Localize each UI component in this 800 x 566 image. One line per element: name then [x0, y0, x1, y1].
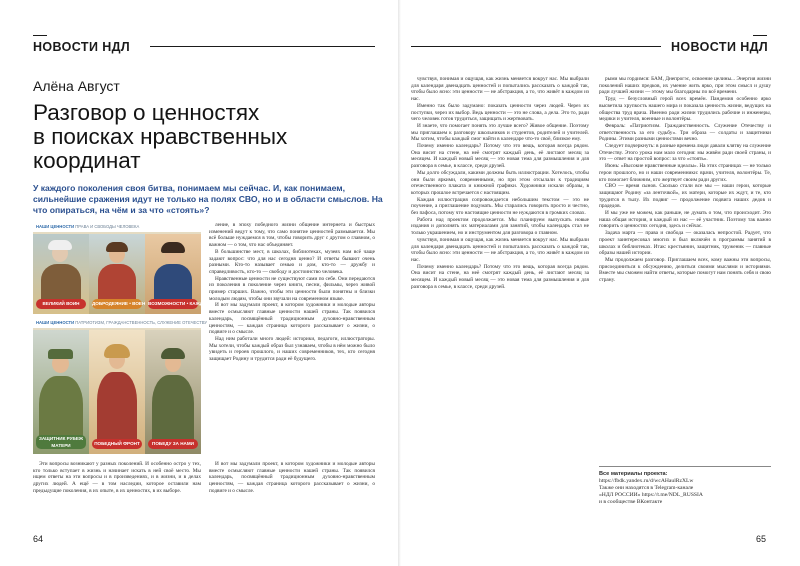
sources-box [599, 471, 771, 506]
portrait-body [98, 264, 136, 304]
article-author: Алёна Август [33, 78, 120, 94]
portrait-hair [104, 344, 130, 358]
calendar-illustration-2 [33, 318, 208, 454]
paragraph: чувствуя, понимая и ощущая, как жизнь меняется вокруг нас. Мы выбрали для календаря двенадцать ценностей и попытались рассказать о каждой так, чтобы было ясно: эти ценности — не абстракция, а то, что живёт в каждом из нас. [411, 76, 589, 103]
header-rule-right [753, 35, 767, 36]
paragraph: ление, в эпоху победного жизни общение интернета и быстрых изменений ведут к тому, что само понятие ценностей размывается. Мы всё больше нуждаемся в том, чтобы говорить друг с другом о главном, о важном — о том, что нас объединяет. [209, 222, 375, 249]
illustration-panel [33, 234, 89, 314]
text-column-left-mid [209, 222, 375, 458]
source-line: и в сообществе ВКонтакте [599, 499, 663, 505]
paragraph: Следует подчеркнуть: в разные времена люди давали клятву на служение Отечеству. Этого урока нам мало сегодня: мы живём ради своей страны, и это — ответ на простой вопрос: за что «стоять». [599, 143, 771, 163]
panel-label: ПОБЕДУ ЗА НАМИ [148, 439, 198, 449]
portrait-body [41, 264, 81, 304]
paragraph: Задача марта — права и свобода — оказалась непростой. Радует, что проект заинтересовал многих и был включён в программы занятий в школах и библиотеках. Итак: крестьянин, защитник, труженик — главные образы нашей истории. [599, 230, 771, 257]
paragraph: Над ним работали много людей: историки, педагоги, иллюстраторы. Мы хотели, чтобы каждый образ был узнаваем, чтобы в нём можно было увидеть и героев прошлого, и наших современников, тех, кто сегодня защищает Родину и трудится ради её будущего. [209, 335, 375, 363]
paragraph: Июнь: «Высокие нравственные идеалы». На этих страницах — не только герои прошлого, но и наши современники: врачи, учителя, волонтёры. Те, кто помогает ближним, кто жертвует своим ради других. [599, 163, 771, 183]
sources-divider [599, 466, 771, 467]
paragraph: Почему именно календарь? Потому что это вещь, которая всегда рядом. Она висит на стене, на неё смотрят каждый день, её листают месяц за месяцем. И каждый новый месяц — это новая тема для размышления и для разговора в семье, в классе, среди друзей. [411, 263, 589, 290]
portrait-hair [48, 240, 72, 250]
header-rule-left [33, 35, 47, 36]
panel-label: ЗАЩИТНИК РУБЕЖ МАТЕРИ [36, 435, 86, 449]
paragraph: Нравственные ценности не существуют сами по себе. Они передаются из поколения в поколение через книги, песни, фильмы, через живой пример старших. Важно, чтобы эти ценности были понятны и близки молодым людям, чтобы они звучали на современном языке. [209, 275, 375, 302]
paragraph: чувствуя, понимая и ощущая, как жизнь меняется вокруг нас. Мы выбрали для календаря двенадцать ценностей и попытались рассказать о каждой так, чтобы было ясно: эти ценности — не абстракция, а то, что живёт в каждом из нас. [411, 236, 589, 263]
section-title-right: НОВОСТИ НДЛ [671, 40, 769, 54]
article-lead: У каждого поколения своя битва, понимаем мы сейчас. И, как понимаем, сильнейшие сражения идут не только на полях СВО, но и в области смыслов. На что опираться, на чём и за что «стоять»? [33, 183, 383, 215]
paragraph: Мы долго обсуждали, какими должны быть иллюстрации. Хотелось, чтобы они были яркими, современными, но при этом отсылали к традициям отечественного плаката и книжной графики. Художники искали образы, в которых прошлое встречается с настоящим. [411, 169, 589, 196]
title-line: в поисках нравственных [33, 124, 288, 149]
paragraph: Почему именно календарь? Потому что это вещь, которая всегда рядом. Она висит на стене, на неё смотрят каждый день, её листают месяц за месяцем. И каждый новый месяц — это новая тема для размышления и для разговора в семье, в классе, среди друзей. [411, 143, 589, 170]
paragraph: И вот мы задумали проект, в котором художники и молодые авторы вместе осмысляют главные ценности нашей страны. Так появился календарь, посвящённый традиционным духовно-нравственным ценностям, — каждая страница которого рассказывает о жизни, о подвиге и о смысле. [209, 461, 375, 494]
text-column-left-bottom-2 [209, 461, 375, 523]
right-page [401, 0, 800, 566]
article-title [33, 101, 373, 173]
paragraph: СВО — время сынов. Сколько стали все мы — наши герои, которые защищают Родину «за ленточкой», их матери, которые их ждут, и те, кто трудится в тылу. Их подвиг — продолжение подвига наших дедов и прадедов. [599, 183, 771, 210]
panel-label: ПОБЕДНЫЙ ФРОНТ [92, 439, 142, 449]
illustration-panel [89, 234, 145, 314]
section-title-left: НОВОСТИ НДЛ [33, 40, 131, 54]
caption-topic: ПАТРИОТИЗМ, ГРАЖДАНСТВЕННОСТЬ, СЛУЖЕНИЕ ОТЕЧЕСТВУ [75, 320, 208, 325]
paragraph: Работа над проектом продолжается. Мы планируем выпускать новые издания и дополнять их материалами для занятий, чтобы календарь стал не только украшением, но и инструментом для разговора о главном. [411, 216, 589, 237]
text-column-right-1 [411, 76, 589, 526]
source-line: Также они находятся в Telegram-канале [599, 485, 694, 491]
title-line: координат [33, 148, 141, 173]
text-column-left-bottom [33, 461, 201, 523]
paragraph: Каждая иллюстрация сопровождается небольшим текстом — это не поучение, а приглашение подумать. Мы старались говорить просто и честно, без пафоса, потому что настоящие ценности не нуждаются в громких словах. [411, 196, 589, 217]
paragraph: рыми мы гордимся: БАМ, Днепрогэс, освоение целины... Энергия жизни поколений наших предков, их умение жить ярко, при этом смысл и душу ради лучшей жизни — этому мы благодарны по всё времени. [599, 76, 771, 96]
panel-label: ВЕЛИКИЙ ВОИН [36, 299, 86, 309]
sources-title: Все материалы проекта: [599, 471, 668, 477]
calendar-illustration-1 [33, 222, 214, 314]
caption-prefix: НАШИ ЦЕННОСТИ [36, 224, 75, 229]
paragraph: Труд — безусловный герой всех времён. Пандемия особенно ярко высветила хрупкость нашего мира и показала ценность жизни, ведущих на общества труд врача. Именно ради жизни трудились рабочие и инженеры, медики и учителя, военные и волонтёры. [599, 96, 771, 123]
text-column-right-2 [599, 76, 771, 459]
header-rule-line [150, 46, 375, 47]
portrait-body [154, 264, 192, 304]
paragraph: И мы уже не можем, как раньше, не думать о том, что происходит. Это наша общая история, и каждый из нас — её участник. Поэтому так важно говорить о ценностях сегодня, здесь и сейчас. [599, 210, 771, 230]
paragraph: Мы продолжаем разговор. Приглашаем всех, кому важны эти вопросы, присоединиться к обсуждению, делиться своими мыслями и историями. Вместе мы сможем найти ответы, которые помогут нам понять себя и свою страну. [599, 256, 771, 284]
illustration-caption [33, 222, 201, 232]
portrait-cap [48, 349, 73, 359]
portrait-hair [106, 242, 128, 252]
illustration-panel [145, 330, 201, 454]
source-link[interactable]: «НДЛ РОССИИ» https://t.me/NDL_RUSSIA [599, 492, 703, 498]
header-rule-line [411, 46, 661, 47]
illustration-panel [89, 330, 145, 454]
title-line: Разговор о ценностях [33, 100, 260, 125]
illustration-caption [33, 318, 208, 328]
illustration-panel [145, 234, 214, 314]
caption-prefix: НАШИ ЦЕННОСТИ [36, 320, 75, 325]
caption-topic: ПРАВА И СВОБОДЫ ЧЕЛОВЕКА [75, 224, 140, 229]
portrait-body [97, 372, 137, 444]
portrait-helmet [161, 348, 185, 359]
portrait-hair [161, 242, 185, 253]
paragraph: И вот мы задумали проект, в котором художники и молодые авторы вместе осмысляют главные ценности нашей страны. Так появился календарь, посвящённый традиционным духовно-нравственным ценностям, — каждая страница которого рассказывает о жизни, о подвиге и о смысле. [209, 302, 375, 336]
paragraph: И знаете, что помогает понять это лучше всего? Живое общение. Поэтому мы приглашаем к разговору школьников и студентов, родителей и учителей. Мы хотим, чтобы каждый смог найти в календаре что-то своё, близкое ему. [411, 122, 589, 143]
paragraph: В большинстве мест, в школах, библиотеках, музеях нам всё чаще задают вопрос: что для нас сегодня ценно? И ответы бывают очень разными. Кто-то называет семью и дом, кто-то — дружбу и справедливость, кто-то — свободу и достоинство человека. [209, 248, 375, 275]
page-number-right: 65 [756, 534, 767, 544]
portrait-body [152, 375, 194, 445]
panel-label: ДОБРОДЕЯНИЕ • ВОЕН [92, 299, 142, 309]
panel-label: ВОЗМОЖНОСТИ • КАЖДОМУ [148, 299, 198, 309]
source-link[interactable]: https://fbdk.yandex.ru/d/wcAHaulRzXLw [599, 478, 694, 484]
paragraph: Эти вопросы возникают у разных поколений. И особенно остро у тех, кто только вступает в жизнь и начинает искать в ней своё место. Мы ищем ответы на эти вопросы и в произведениях, и в жизни, и в делах других людей. А ещё — в том наследии, которое оставили нам предыдущие поколения, в их опыте, в их ценностях, в их выборе. [33, 461, 201, 494]
page-number-left: 64 [33, 534, 44, 544]
paragraph: Именно так было задумано: показать ценности через людей. Через их поступки, через их выбор. Ведь ценности — это не слова, а дела. Это то, ради чего человек готов трудиться, защищать и жертвовать. [411, 102, 589, 123]
paragraph: Февраль: «Патриотизм. Гражданственность. Служение Отечеству и ответственность за его судьбу». Три образа — солдаты и защитники Родины. Этими разными ценностями вечно. [599, 122, 771, 143]
illustration-panel [33, 330, 89, 454]
